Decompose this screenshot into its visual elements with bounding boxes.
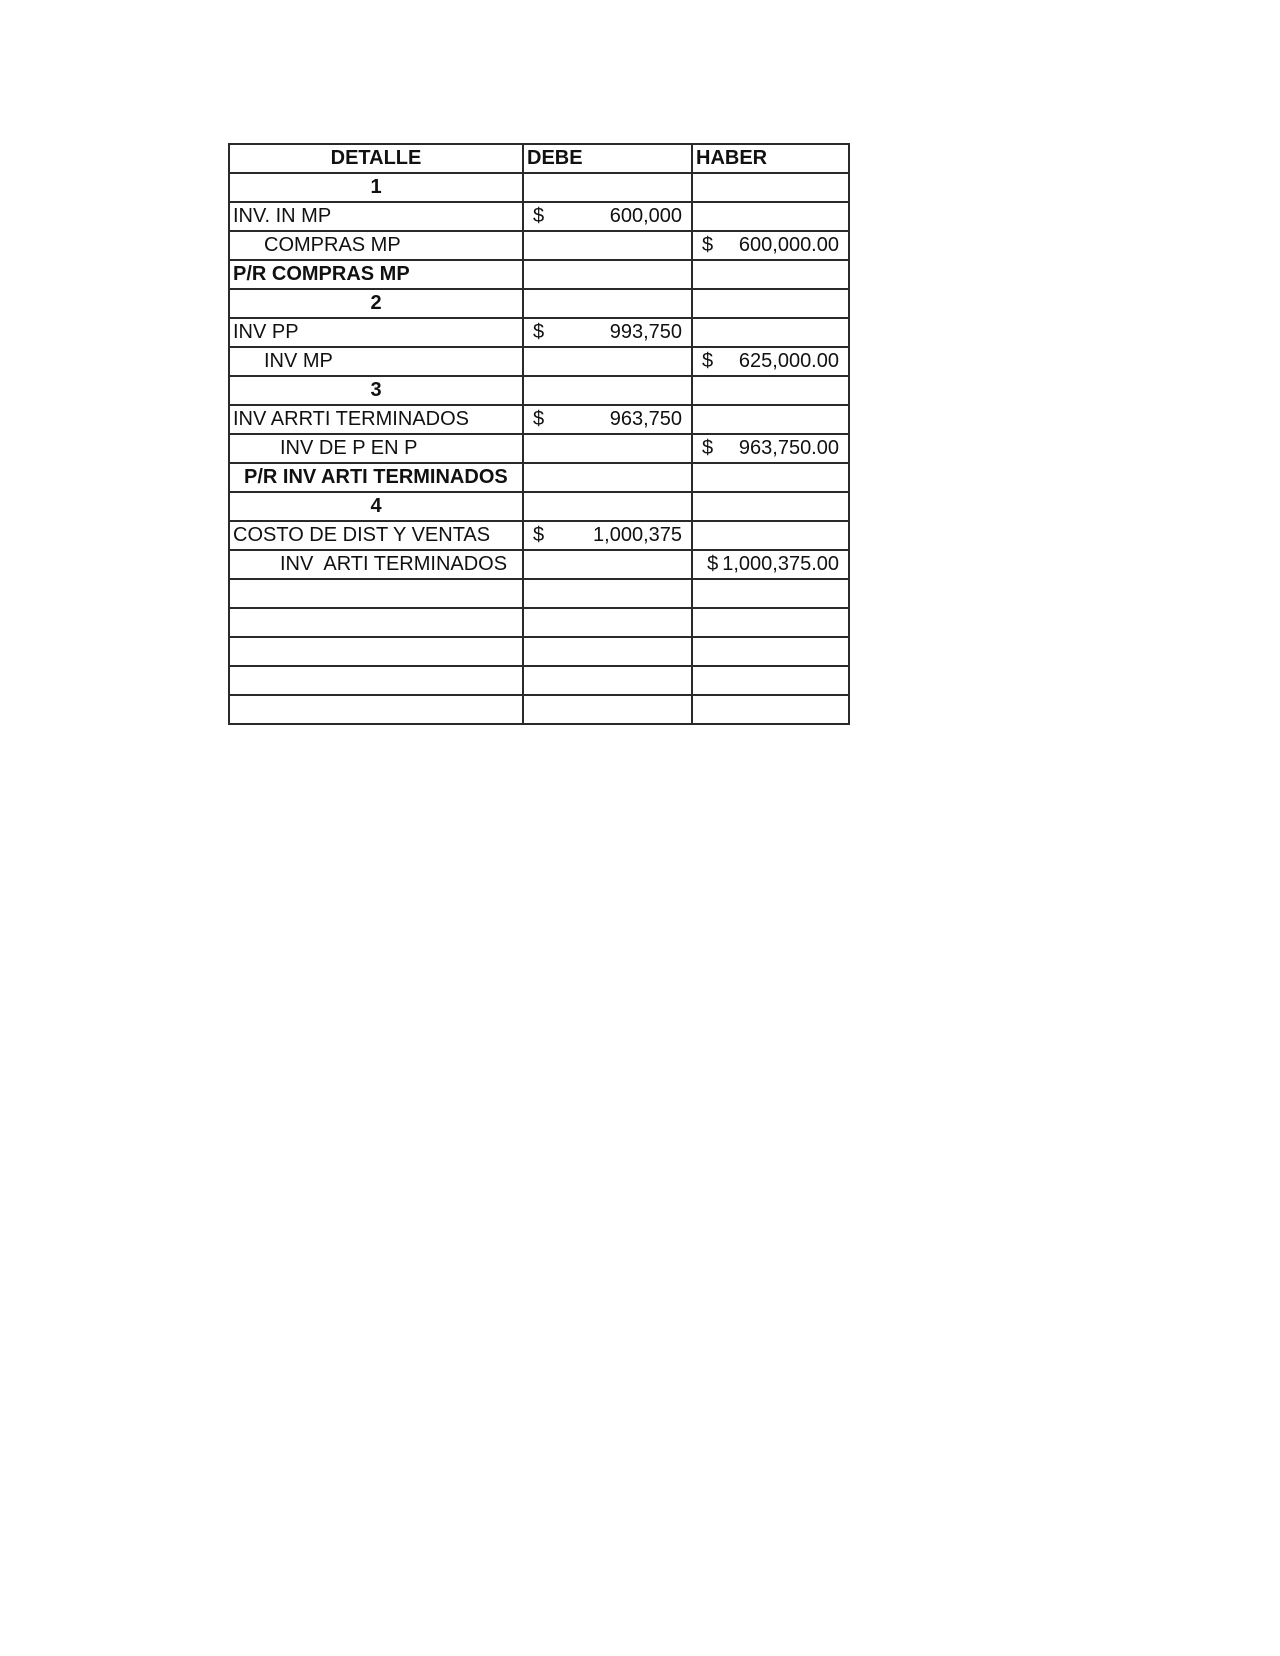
debe-cell[interactable] xyxy=(523,463,692,492)
table-row xyxy=(229,405,849,434)
haber-cell[interactable] xyxy=(692,637,849,666)
haber-cell[interactable] xyxy=(692,434,849,463)
currency-symbol: $ xyxy=(702,437,714,459)
debe-cell[interactable] xyxy=(523,173,692,202)
haber-cell[interactable] xyxy=(692,289,849,318)
haber-cell[interactable] xyxy=(692,173,849,202)
currency-symbol: $ xyxy=(702,234,714,256)
table-row xyxy=(229,550,849,579)
currency-symbol: $ xyxy=(533,408,545,430)
detalle-cell[interactable]: INV PP xyxy=(229,318,523,347)
debe-cell[interactable] xyxy=(523,289,692,318)
debe-cell[interactable] xyxy=(523,376,692,405)
haber-header[interactable]: HABER xyxy=(692,144,849,173)
detalle-cell[interactable]: INV DE P EN P xyxy=(229,434,523,463)
detalle-cell[interactable]: INV. IN MP xyxy=(229,202,523,231)
haber-cell[interactable] xyxy=(692,376,849,405)
table-row xyxy=(229,289,849,318)
haber-cell[interactable] xyxy=(692,521,849,550)
debe-cell[interactable] xyxy=(523,347,692,376)
detalle-cell[interactable] xyxy=(229,579,523,608)
table-row xyxy=(229,521,849,550)
debe-amount: 600,000 xyxy=(609,205,682,227)
entry-description[interactable]: P/R INV ARTI TERMINADOS xyxy=(229,463,523,492)
debe-cell[interactable] xyxy=(523,666,692,695)
debe-cell[interactable] xyxy=(523,260,692,289)
table-row xyxy=(229,608,849,637)
entry-description[interactable]: P/R COMPRAS MP xyxy=(229,260,523,289)
detalle-cell[interactable] xyxy=(229,695,523,724)
debe-cell[interactable] xyxy=(523,579,692,608)
header-row xyxy=(229,144,849,173)
haber-cell[interactable] xyxy=(692,463,849,492)
currency-symbol: $ xyxy=(707,553,719,575)
table-row xyxy=(229,492,849,521)
haber-cell[interactable] xyxy=(692,347,849,376)
debe-cell[interactable] xyxy=(523,550,692,579)
entry-number[interactable]: 2 xyxy=(229,289,523,318)
haber-cell[interactable] xyxy=(692,318,849,347)
haber-cell[interactable] xyxy=(692,579,849,608)
entry-number[interactable]: 4 xyxy=(229,492,523,521)
currency-symbol: $ xyxy=(533,524,545,546)
table-row xyxy=(229,231,849,260)
haber-amount: 1,000,375.00 xyxy=(722,553,839,575)
debe-cell[interactable] xyxy=(523,637,692,666)
journal-table xyxy=(228,143,850,725)
debe-amount: 993,750 xyxy=(609,321,682,343)
detalle-cell[interactable] xyxy=(229,666,523,695)
haber-cell[interactable] xyxy=(692,666,849,695)
table-row xyxy=(229,376,849,405)
debe-cell[interactable] xyxy=(523,318,692,347)
table-row xyxy=(229,463,849,492)
debe-cell[interactable] xyxy=(523,202,692,231)
haber-cell[interactable] xyxy=(692,260,849,289)
entry-number[interactable]: 1 xyxy=(229,173,523,202)
haber-cell[interactable] xyxy=(692,231,849,260)
table-row xyxy=(229,637,849,666)
haber-cell[interactable] xyxy=(692,608,849,637)
debe-cell[interactable] xyxy=(523,492,692,521)
debe-cell[interactable] xyxy=(523,608,692,637)
haber-cell[interactable] xyxy=(692,492,849,521)
haber-cell[interactable] xyxy=(692,550,849,579)
table-row xyxy=(229,434,849,463)
table-row xyxy=(229,318,849,347)
detalle-cell[interactable]: COSTO DE DIST Y VENTAS xyxy=(229,521,523,550)
table-row xyxy=(229,202,849,231)
haber-amount: 600,000.00 xyxy=(738,234,839,256)
debe-cell[interactable] xyxy=(523,231,692,260)
debe-amount: 1,000,375 xyxy=(593,524,682,546)
table-row xyxy=(229,666,849,695)
detalle-header[interactable]: DETALLE xyxy=(229,144,523,173)
table-row xyxy=(229,347,849,376)
table-row xyxy=(229,579,849,608)
detalle-cell[interactable]: COMPRAS MP xyxy=(229,231,523,260)
haber-cell[interactable] xyxy=(692,202,849,231)
detalle-cell[interactable] xyxy=(229,608,523,637)
table-row xyxy=(229,260,849,289)
table-row xyxy=(229,695,849,724)
debe-cell[interactable] xyxy=(523,521,692,550)
debe-cell[interactable] xyxy=(523,434,692,463)
detalle-cell[interactable]: INV ARTI TERMINADOS xyxy=(229,550,523,579)
currency-symbol: $ xyxy=(533,205,545,227)
detalle-cell[interactable] xyxy=(229,637,523,666)
haber-cell[interactable] xyxy=(692,695,849,724)
debe-cell[interactable] xyxy=(523,695,692,724)
haber-amount: 963,750.00 xyxy=(738,437,839,459)
haber-amount: 625,000.00 xyxy=(738,350,839,372)
currency-symbol: $ xyxy=(533,321,545,343)
debe-header[interactable]: DEBE xyxy=(523,144,692,173)
currency-symbol: $ xyxy=(702,350,714,372)
entry-number[interactable]: 3 xyxy=(229,376,523,405)
detalle-cell[interactable]: INV MP xyxy=(229,347,523,376)
table-row xyxy=(229,173,849,202)
debe-amount: 963,750 xyxy=(609,408,682,430)
haber-cell[interactable] xyxy=(692,405,849,434)
detalle-cell[interactable]: INV ARRTI TERMINADOS xyxy=(229,405,523,434)
debe-cell[interactable] xyxy=(523,405,692,434)
